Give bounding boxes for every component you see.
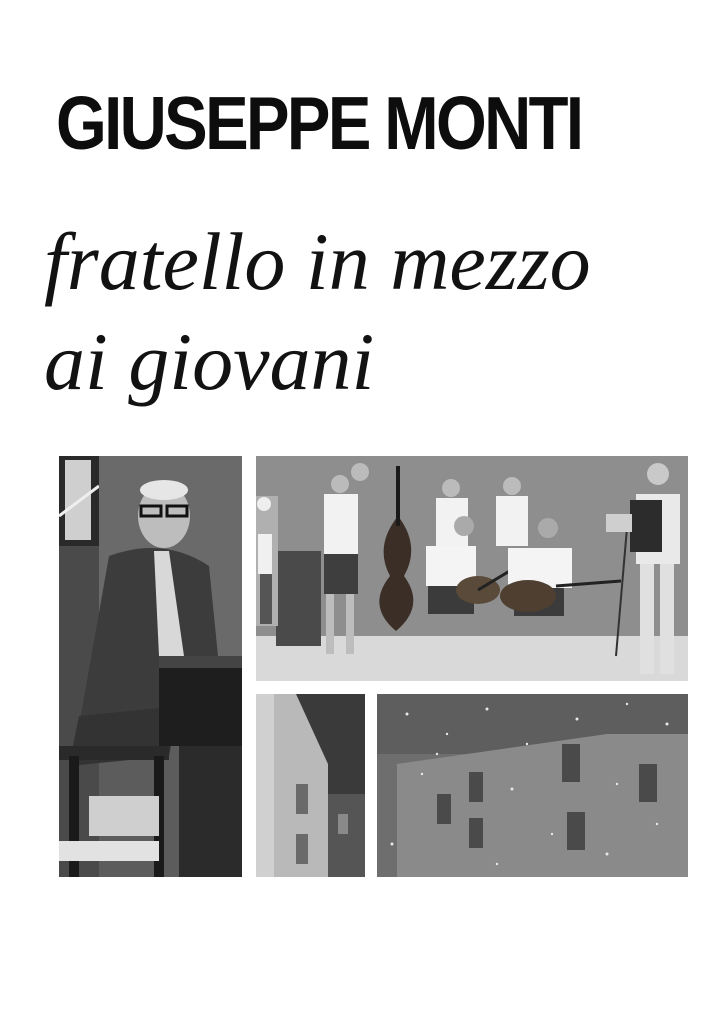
subtitle-line-1: fratello in mezzo xyxy=(44,216,591,307)
book-subtitle xyxy=(44,212,704,412)
orchestra-photo xyxy=(256,456,688,681)
youth-orchestra-photo xyxy=(256,456,688,681)
subtitle-line-2: ai giovani xyxy=(44,316,375,407)
building-corner-photo xyxy=(256,694,365,877)
portrait-photo xyxy=(59,456,242,877)
snow-house-photo xyxy=(377,694,688,877)
man-at-piano-photo xyxy=(59,456,242,877)
snowy-street-photo xyxy=(377,694,688,877)
building-night-photo xyxy=(256,694,365,877)
book-title: GIUSEPPE MONTI xyxy=(56,81,582,165)
